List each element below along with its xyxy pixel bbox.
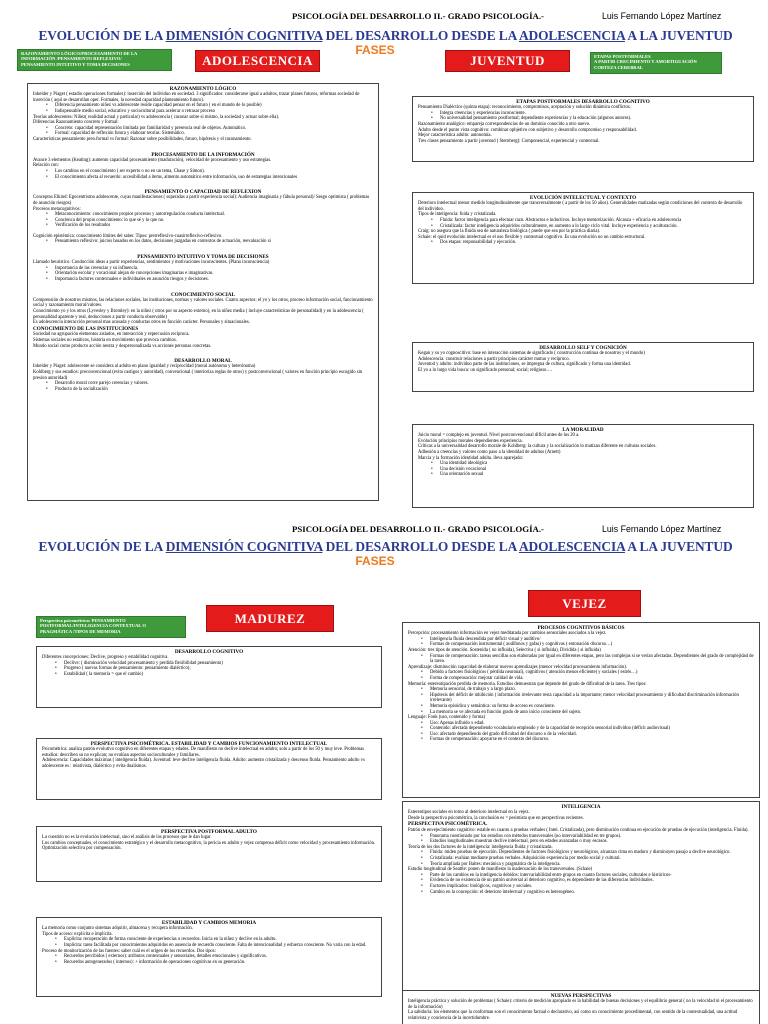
paragraph-line: Percepción: procesamiento información en vejez meditatada por cambios sensoriales asociados a la vejez. <box>408 631 607 637</box>
section-heading: RAZONAMIENTO LÓGICO <box>169 86 237 92</box>
text-section <box>42 920 376 965</box>
paragraph-line: Diferencias Razonamiento concreto y formal: <box>33 120 119 126</box>
bullet-item: • Implícita: tarea facilitada por conocimientos adquiridos en ausencia de recuerdo consciente. Falta de intencionalidad y esfuerzo consciente. No varía con la edad. <box>42 943 376 949</box>
paragraph-line: Lenguaje: Fonk (uso, contenido y forma) <box>408 715 486 721</box>
bullet-item: • Metaconocimiento: conocimiento propios procesos y autorregulación conducta intelectual. <box>33 212 373 218</box>
text-section <box>33 86 373 143</box>
paragraph-line: Características pensamiento preo.formal vs formal: Razonar sobre posibilidades, futuro, hipótesis y el razonamiento. <box>33 136 252 142</box>
paragraph-line: Críticas a la universalidad desarrollo morale de Kohlberg: la cultura y la socialización lo matizan diferente en culturas sociales. <box>418 444 657 450</box>
text-section <box>418 345 748 374</box>
document-title: EVOLUCIÓN DE LA DIMENSIÓN COGNITIVA DEL DESARROLLO DESDE LA ADOLESCENCIA A LA JUVENTUD <box>38 28 733 43</box>
bullet-item: • Forma de compensación: mejorar calidad de vida. <box>408 676 754 682</box>
paragraph-line: Inhelder y Piaget: adolescente se considera al adulto en plano igualdad y reciprocidad (moral autónoma y heterónoma) <box>33 364 256 370</box>
phases-label: FASES <box>355 554 395 568</box>
paragraph-line: Inteligencia práctica y solución de problemas ( Schaie): criterio de medición apropiado es la habilidad de buenas decisiones y el equilibrio general ( no la velocidad ni el procesamiento de la información) <box>408 999 753 1010</box>
document-title: EVOLUCIÓN DE LA DIMENSIÓN COGNITIVA DEL DESARROLLO DESDE LA ADOLESCENCIA A LA JUVENTUD <box>38 539 733 554</box>
paragraph-line: Conceptos Elkind: Egocentrismo adolescente, cuyas manifestaciones ( superadas a partir experiencia social): Audiencia imaginaria y fábula personal)/ Sesgo optimista ( problemas de asunción riesgos) <box>33 195 370 206</box>
paragraph-line: Memoria: estereotipación perdida de memoria. Estudios demuestran que depende del grado de dificultad de la tarea. Tres tipos: <box>408 681 647 687</box>
postformal-adult-box <box>36 826 382 882</box>
text-section <box>33 358 373 392</box>
section-heading: PERSPECTIVA PSICOMÉTRICA. <box>408 821 488 828</box>
paragraph-line: Relación con: <box>33 163 59 169</box>
bullet-item: • Cristalizada: evalúan mediante pruebas verbales. Adquisición experiencia por medio social y cultural. <box>408 856 754 862</box>
paragraph-line: Kohlberg y sus estadios: preconvencional (evita castigos y autoridad), convencional ( interioriza reglas de otros) y postconvencional ( valores en función principio escogido sin presion autoridad) <box>33 370 363 381</box>
phase-youth: JUVENTUD <box>445 50 570 72</box>
paragraph-line: Teorías adolescentes: Niñez( realidad actual y particular) vs adolescencia ( razonar sobre si mismo, la sociedad y actuar sobre ella). <box>33 114 280 120</box>
section-heading: ETAPAS POSTFORMALES DESARROLLO COGNITIVO <box>516 99 650 105</box>
bullet-item: • Concreto: capacidad representación limitada por familiaridad y presencia real de objetos. Automático. <box>33 126 373 132</box>
section-heading: NUEVAS PERSPECTIVAS <box>550 993 612 999</box>
topics-box-youth: ETAPAS POSTFORMALES A PARTIR CRECIMIENTO Y AMORTIGUACIÓN CORTEZA CEREBRAL <box>590 52 722 74</box>
course-title: PSICOLOGÍA DEL DESARROLLO II.- GRADO PSICOLOGÍA.- <box>292 524 544 534</box>
paragraph-line: Inhelder y Piaget ( estadio operaciones formales): inserción del individuo en sociedad. 3 significados: considerarse igual a adultos, trazar planes futuros, reformas sociedad de inserción ( aquí se desarrollan oper. Formales, la novedad capacidad planteamiento futuro). <box>33 92 360 103</box>
memory-stability-box <box>36 917 382 997</box>
bullet-item: • Inteligencia fluida descendida por déficit visual y auditivo/ <box>408 637 754 643</box>
page-header <box>292 524 752 536</box>
bullet-item: • Memoria episódica y semántica: su forma de acceso es consciente. <box>408 704 754 710</box>
bullet-item: • Importancia factores contextuales e individuales en asunción riesgos y decisiones. <box>33 277 373 283</box>
page-header <box>292 11 752 23</box>
text-section <box>33 152 373 181</box>
paragraph-line: Patrón de envejecimiento cognitivo: estable en cuanto a pruebas verbales ( Intel. Cristalizada), pero disminución continua en ejecución de pruebas de ejecución (inteligencia. Fluida). <box>408 827 749 833</box>
author-name: Luis Fernando López Martínez <box>602 524 722 534</box>
paragraph-line: Diferentes concepciones: Declive, progreso y estabilidad cognitiva. <box>42 655 169 661</box>
bullet-item: • No universalidad pensamiento postformal; dependiente experiencias y la educación (algunos autores). <box>418 116 748 122</box>
intelligence-box <box>402 801 760 1013</box>
paragraph-line: Sistemas sociales no estáticos, historia en movimiento que provoca cambios. <box>33 338 177 344</box>
section-heading: CONOCIMIENTO SOCIAL <box>170 291 236 298</box>
bullet-item: • Contenido: afectada dependiendo vocabulario empleado y de la capacidad de recepción sensorial individuo (déficit audiovisual) <box>408 726 754 732</box>
section-heading: PENSAMIENTO INTUITIVO Y TOMA DE DECISIONES <box>137 254 269 261</box>
paragraph-line: Estudio longitudinal de Seattle: ponen de manifiesto la inadecuación de los transversales. (Schaie) <box>408 867 593 873</box>
paragraph-line: Craig: no asegura que la fluida sea de naturaleza biológica ( puede que sea por la práctica diaria). <box>418 229 601 235</box>
bullet-item: • Verificación de los resultados <box>33 223 373 229</box>
paragraph-line: Teoría de los dos factores de la inteligencia: inteligencia fluida y cristalizada. <box>408 844 553 850</box>
document-page-2 <box>0 512 768 1024</box>
bullet-item: • Uso: Apenas influido x edad. <box>408 721 754 727</box>
self-cognition-box <box>412 342 754 392</box>
phase-maturity: MADUREZ <box>206 605 334 632</box>
section-heading: DESARROLLO MORAL <box>174 358 232 365</box>
paragraph-line: Razonamiento analógico: empareja correspondencias de un dominio conocido a otro nuevo. <box>418 121 591 127</box>
paragraph-line: Es adolescencia interacción personal mas acusada y conductas otros en función carácter. Personales y situacionales. <box>33 320 250 326</box>
bullet-item: • Una orientación sexual <box>418 472 748 478</box>
paragraph-line: Tipos de acceso: explícita e implícita. <box>42 931 113 937</box>
new-perspectives-box <box>402 990 760 1024</box>
course-title: PSICOLOGÍA DEL DESARROLLO II.- GRADO PSICOLOGÍA.- <box>292 11 544 21</box>
section-heading: PROCESAMIENTO DE LA INFORMACIÓN <box>151 151 255 158</box>
paragraph-line: Adolescencia: construir relaciones a partir principios carácter mutuo y recíproco. <box>418 356 570 362</box>
section-heading: PENSAMIENTO O CAPACIDAD DE REFLEXION <box>144 189 262 196</box>
topics-box-adolescence: RAZONAMIENTO LÓGICO/PROCESAMIENTO DE LA INFORMACIÓN /PENSAMIENTO REFLEXIVO/ PENSAMIENTO INTUITIVO Y TOMA DECISIONES <box>17 49 172 71</box>
bullet-item: • Fluida: miden pruebas de ejecución. Dependientes de factores fisiológicos y neurológicos, alcanzan cima en maduro y disminuyen pasajo a declive neurológico. <box>408 850 754 856</box>
intellectual-evolution-box <box>412 192 754 284</box>
basic-cognitive-processes-box <box>402 622 760 798</box>
morality-box <box>412 424 754 508</box>
paragraph-line: Estereotipos sociales en torno al deterioro intelectual en la vejez. <box>408 810 530 816</box>
text-section <box>42 829 376 852</box>
bullet-item: • Explícita: recuperación de forma consciente de experiencias o recuerdos. Inicia en la niñez y declive en la adulto. <box>42 937 376 943</box>
text-section <box>33 189 373 245</box>
bullet-item: • Estudios longitudinales muestran declive intelectual, pero en edades avanzadas o muy escasos. <box>408 839 754 845</box>
bullet-item: • Formas de compensación instrumental ( audífonos y gafas) y cognitivas ( entonación discurso…) <box>408 642 754 648</box>
bullet-item: • Hipótesis del déficit de inhibición ( información irrelevante resta capacidad a la importante; menor velocidad procesamiento y dificultad discriminación información irrelevante) <box>408 693 754 704</box>
paragraph-line: Sociedad no agrupación elementos aislados, en interacción y repercusión recíproca. <box>33 332 190 338</box>
bullet-item: • Pensamiento reflexivo: juicios basados en los datos, decisiones juzgadas en contextos de actuación, reevaluación si <box>33 239 373 245</box>
bullet-item: • Evidencia de no existencia de un patrón universal al deterioro cognitivo, es dependiente de las diferencias individuales. <box>408 878 754 884</box>
section-heading: PROCESOS COGNITIVOS BÁSICOS <box>537 625 625 631</box>
bullet-item: • Indispensable medio social, educativo y sociocultural para acelerar o retrasar proceso <box>33 109 373 115</box>
bullet-item: • Producto de la socialización <box>33 387 373 393</box>
paragraph-line: Evolución principios morales dependientes experiencia. <box>418 438 523 444</box>
paragraph-line: La cuestión no es la evolución intelectual, sino el análisis de los procesos que le dan lugar. <box>42 835 212 841</box>
paragraph-line: Atención: tres tipos de atención. Sostenida ( no influida), Selectiva ( si influida), Dividida ( si influida) <box>408 647 601 653</box>
postformal-stages-box <box>412 96 754 162</box>
paragraph-line: La sabiduría: los elementos que la conforman son el conocimiento factual o declarativo, así como un conocimiento procedimental, con sentido de la contextualidad, una actitud relativista y conciencia de la incertidumbre. <box>408 1010 738 1021</box>
bullet-item: • Formal: capacidad de reflexión futura y elaborar teorías. Sistemático. <box>33 131 373 137</box>
psychometric-perspective-box <box>36 738 382 800</box>
paragraph-line: Procesos metacognitivos: <box>33 206 81 212</box>
paragraph-line: Adolescencia: Capacidades máximas ( inteligencia fluida). Juventud: leve declive inteligencia fluida. Adulto: aumento cristalizada y descenso fluida. Pensamiento adulto vs adolescente es : relativista, dialéctico y evita dualismos. <box>42 758 365 769</box>
text-section <box>418 99 748 144</box>
paragraph-line: Mundo social como producto acción neutra y despersonalizada vs.acciones personas concretas. <box>33 343 212 349</box>
bullet-item: • Una decisión vocacional <box>418 467 748 473</box>
section-heading: EVOLUCIÓN INTELECTUAL Y CONTEXTO <box>529 195 637 201</box>
paragraph-line: Juicio moral = complejo en juventud. Nivel postconvencional difícil antes de los 20 a. <box>418 433 580 439</box>
bullet-item: • Concienca del propio conocimiento: lo que sé y lo que no. <box>33 218 373 224</box>
section-heading: DESARROLLO COGNITIVO <box>174 649 244 655</box>
adolescence-column <box>27 83 379 501</box>
bullet-item: • Cristalizada: factor inteligencia adquiridos culturalmente, en aumento a lo largo ciclo vital. Incluye experiencia y aculturación. <box>418 224 748 230</box>
paragraph-line: Los cambios conceptuales, el conocimiento estratégico y el desarrollo metacognitivo, la pericia en adulto y vejez compensa déficit como velocidad y procesamiento información. <box>42 840 376 846</box>
bullet-item: • Memoria sensorial, de trabajo y a largo plazo. <box>408 687 754 693</box>
paragraph-line: Juventud y adulto: individuo parte de las instituciones, se impregna de cultura, significado y forma una identidad. <box>418 362 631 368</box>
bullet-item: • El conocimiento afecta al recuerdo: accesibilidad a ítems, almento automático entre información, uso de estrategias intencionales <box>33 175 373 181</box>
paragraph-line: Adhesión a creencias y valores como paso a la identidad de adultos (Arnett) <box>418 449 561 455</box>
text-section <box>408 625 754 743</box>
paragraph-line: Optimización selectiva por compensación. <box>42 846 122 852</box>
bullet-item: • Progreso ( nuevas formas de pensamiento: pensamiento dialéctico); <box>42 666 376 672</box>
bullet-item: • Panorama cuestionado por los estudios con métodos transversales (no intervariabilidad en tre grupos). <box>408 834 754 840</box>
paragraph-line: Tres clases pensamiento a partir juventud ( Sternberg): Componencial, experiencial y contextual. <box>418 138 600 144</box>
text-section <box>408 804 754 895</box>
author-name: Luis Fernando López Martínez <box>602 11 722 21</box>
text-section <box>42 649 376 678</box>
text-section <box>408 993 754 1022</box>
topics-box-maturity: Perspectiva psicométrica: PENSAMIENTO POSTFORMAL/INTELIGENCIA CONTEXTUAL O PRAGMÁTICA /TIPOS DE MEMORIA <box>36 616 186 638</box>
bullet-item: • Debido a factores fisiológicos ( pérdida neuronal), cognitivos ( atención menos eficiente) y sociales ( estrés…) <box>408 670 754 676</box>
section-heading: INTELIGENCIA <box>561 804 601 810</box>
text-section <box>418 195 748 246</box>
paragraph-line: Mejor característica adulto: autonomía. <box>418 133 492 139</box>
paragraph-line: Deterioro intelectual menor medido longitudinalmente que transversalmente ( a partir de los 50 años). Generalidades matizadas según condiciones del contexto de desarrollo del individuo. <box>418 201 743 212</box>
paragraph-line: Comprensión de nosotros mismos, las relaciones sociales, las instituciones, normas y valores sociales. Cuatro aspectos: el yo y los otros, proceso información social, funcionamiento social y razonamiento moral/valores. <box>33 297 373 309</box>
section-heading: PERSPECTIVA PSICOMÉTRICA. ESTABILIDAD Y CAMBIOS FUNCIONAMIENTO INTELECTUAL <box>90 741 328 747</box>
paragraph-line: Marcia y la formación identidad adulta. lleva aparejado: <box>418 455 524 461</box>
paragraph-line: Cognición epistémica: conocimiento límites del saber. Tipos: prerreflexivo-cuasirreflexivo-reflexivo. <box>33 233 223 239</box>
paragraph-line: Llamado heurístico. Conducción ideas a partir experiencias, sentimientos y motivaciones inconscientes. (Plano inconsciencia) <box>33 260 270 266</box>
bullet-item: • Formas de compensación: tareas sencillas son elaboradas por igual en diferentes etapas, pero las complejas si se verían afectadas. Dependientes del grado de complejidad de la tarea. <box>408 654 754 665</box>
bullet-item: • Diferencia pensamiento niñez vs adolescente reside capacidad pensar en el futuro ( en el mundo de lo posible) <box>33 103 373 109</box>
bullet-item: • Recuerdos autogenerados ( internos): + información de operaciones cognitivas en su generación. <box>42 960 376 966</box>
bullet-item: • Uso: afectado dependiendo del grado dificultad del discurso o de la velocidad. <box>408 732 754 738</box>
bullet-item: • Estabilidad ( la memoria = que el cambio) <box>42 672 376 678</box>
paragraph-line: Adulto desde el punto vista cognitivo: combinar opbjetivo con subjetivo y desarrollo compromiso y responsabilidad. <box>418 127 637 133</box>
paragraph-line: Avance 3 elementos (Keating): aumento capacidad procesamiento (maduración), velocidad de procesamiento y uso estrategias. <box>33 157 272 163</box>
bullet-item: • Una identidad ideológica <box>418 461 748 467</box>
bullet-item: • Integra creencias y experiencias inconsciente. <box>418 111 748 117</box>
section-heading: ESTABILIDAD Y CAMBIOS MEMORIA <box>161 920 257 926</box>
section-heading: LA MORALIDAD <box>562 427 604 433</box>
bullet-item: • La memoria se ve afectada en función grado de auto inicio consciente del sujeto. <box>408 710 754 716</box>
text-section <box>418 427 748 478</box>
bullet-item: • Desarrollo moral corre parejo creencias y valores. <box>33 381 373 387</box>
paragraph-line: Kegan y su yo cognoscitivo: base en interacción sistemas de significado ( construcción continua de nosotros y el mundo) <box>418 351 645 357</box>
bullet-item: • Orientación escolar y vocacional alejan de concepciones imaginarias e imaginativas. <box>33 271 373 277</box>
bullet-item: • Los cambios en el conocimiento ( ser experto o no en un tema, Chase y Simon). <box>33 169 373 175</box>
text-section <box>42 741 376 770</box>
bullet-item: • Cambio en la concepción: el deterioro intelectual y cognitivo es heterogéneo. <box>408 890 754 896</box>
section-heading: DESARROLLO SELF Y COGNICIÓN <box>539 345 627 351</box>
paragraph-line: Aprendizaje: disminución capacidad de elaborar nuevos aprendizajes (menor velocidad procesamiento información). <box>408 664 628 670</box>
paragraph-line: Pensamiento Dialéctico (quinta etapa): reconocimiento, compromisos, aceptación y solución dinámica conflictos. <box>418 105 631 111</box>
bullet-item: • Formas de compensación: apoyarse en el contexto del discurso. <box>408 737 754 743</box>
text-section <box>33 254 373 283</box>
paragraph-line: Desde la perspectiva psicométrica, la conclusión es = pesimista que en perspectivas recientes. <box>408 815 584 821</box>
paragraph-line: El yo a lo largo vida busca: un significado personal; social; religioso…. <box>418 367 553 373</box>
paragraph-line: Schaie: el quid evolución intelectual es el uso flexible y contextual cognitivo. Es una evolución no un cambio estructural. <box>418 234 646 240</box>
bullet-item: • Parte de los cambios en la inteligencia debidos: intervariabilidad entre grupos en cuanto factores sociales, culturales e históricos- <box>408 873 754 879</box>
phase-adolescence: ADOLESCENCIA <box>195 50 320 72</box>
paragraph-line: Proceso de monitorización de las fuentes: saber cuál es el origen de los recuerdos. Dos tipos: <box>42 948 216 954</box>
bullet-item: • Dos etapas: responsabilidad y ejecución. <box>418 240 748 246</box>
phases-label: FASES <box>355 43 395 57</box>
paragraph-line: Conocimiento yo y los otros (Lyvesley y Bromley): en la niñez ( otros por su aspecto externo), en la niñez media ( incluye características de personalidad) y en la adolescencia ( personalidad aparente y real, deducciones a partir conducta observable) <box>33 309 364 320</box>
section-heading: CONOCIMIENTO DE LAS INSTITUCIONES <box>33 325 139 332</box>
paragraph-line: Psicométrica: analiza patrón evolutivo cognitivo en diferentes etapas y edades. De manifiesto no declive intelectual en adulto; solo a partir de los 50 y muy leve. Problemas estudios: describen su no explican; no evalúan aspectos socioculturales y familiares. <box>42 747 365 758</box>
phase-old-age: VEJEZ <box>528 590 641 617</box>
bullet-item: • Factores implicados: biológicos, cognitivos y sociales. <box>408 884 754 890</box>
bullet-item: • Fluida: factor inteligencia para efectuar razn. Abstractos e inductivos. Incluye memorización. Alcanza + eficacia en adolescencia <box>418 218 748 224</box>
paragraph-line: Tipos de inteligencia: fuida y cristalizada. <box>418 212 497 218</box>
bullet-item: • Declive: ( disminución velocidad procesamiento y perdida flexibilidad pensamiento) <box>42 661 376 667</box>
text-section <box>33 292 373 350</box>
bullet-item: • Teoría ampliada por Baltes: mecánica y pragmática de la inteligencia. <box>408 862 754 868</box>
cognitive-development-box <box>36 646 382 708</box>
section-heading: PERSPECTIVA POSTFORMAL ADULTO <box>161 829 257 835</box>
paragraph-line: La memoria como conjunto sistemas adquirir, almacena y recupera información. <box>42 926 193 932</box>
bullet-item: • Importancia de las creencias y su influencia. <box>33 266 373 272</box>
bullet-item: • Recuerdos percibidos ( externos): atributos contextuales y sensoriales, detalles emocionales y significativos. <box>42 954 376 960</box>
